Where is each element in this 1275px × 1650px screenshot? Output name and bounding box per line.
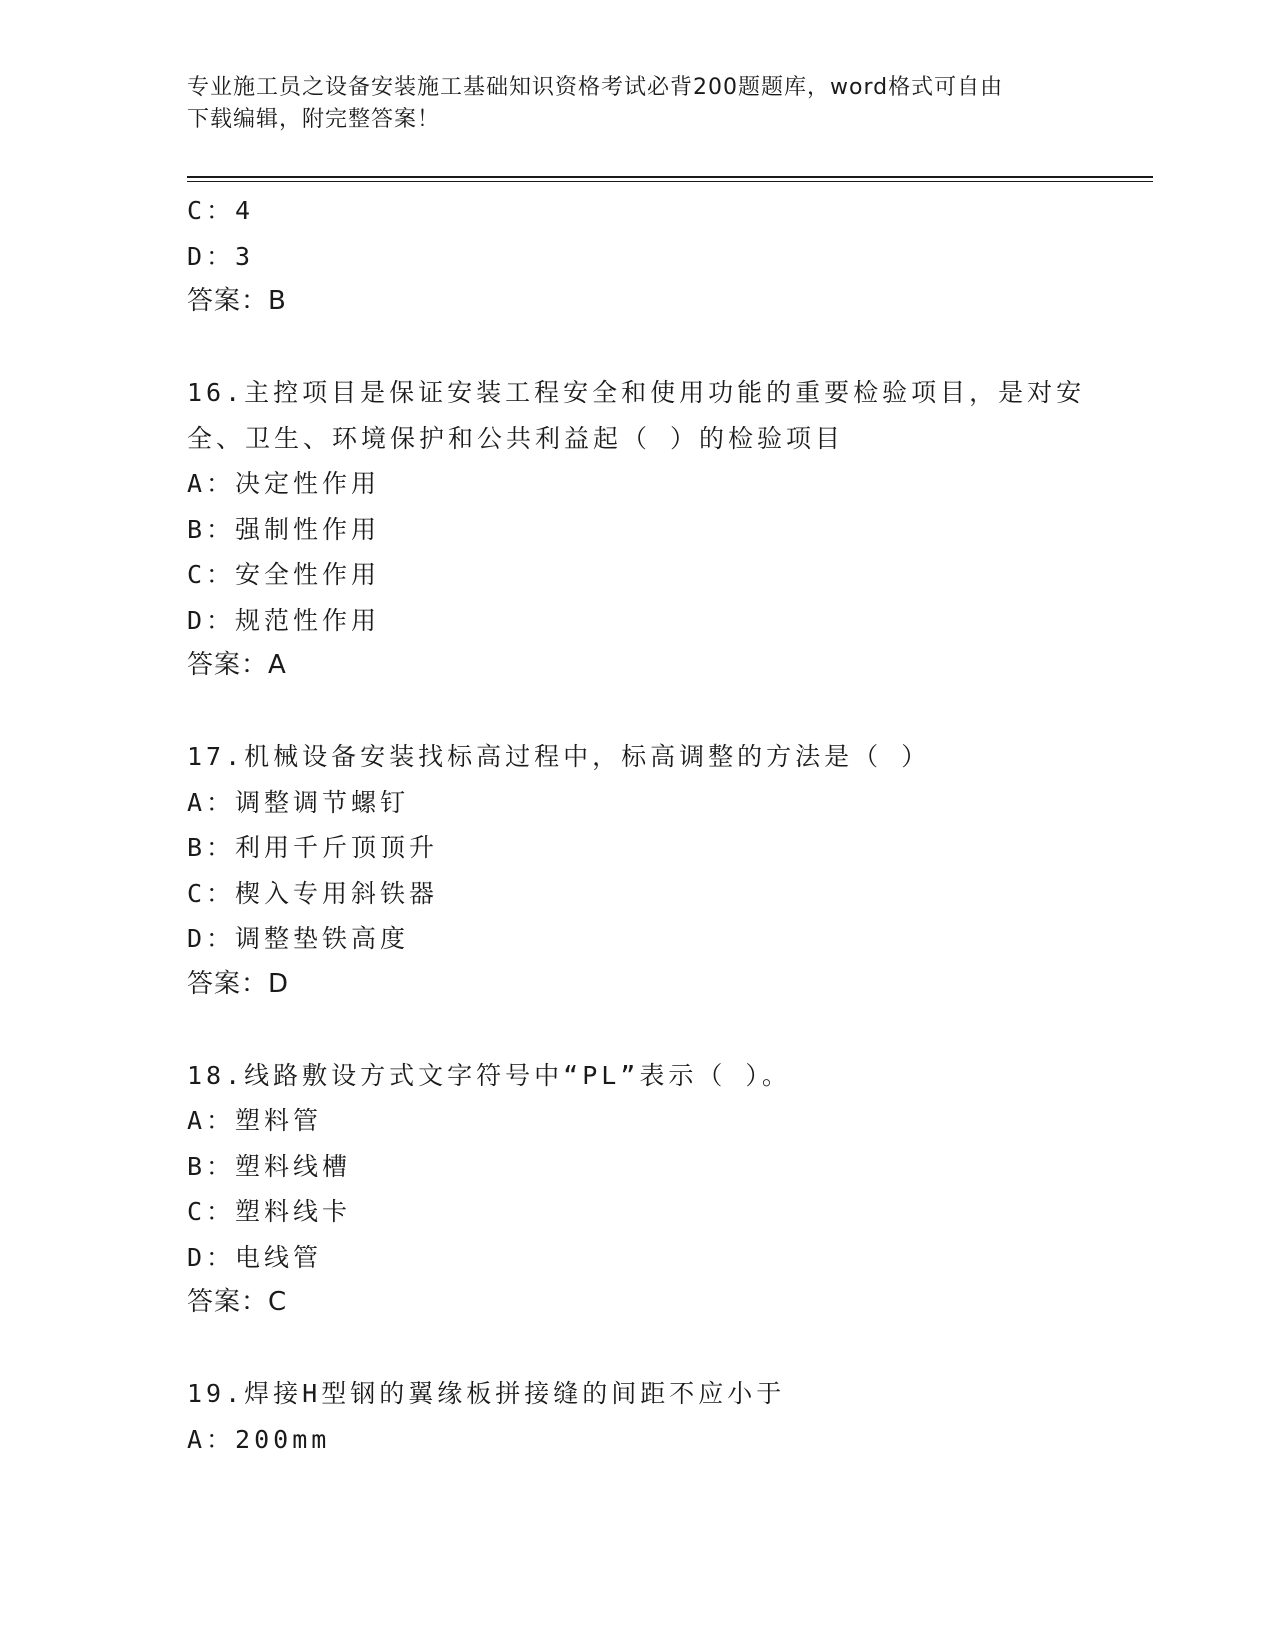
spacer: [187, 1326, 1087, 1372]
question-text-line-2: 全、卫生、环境保护和公共利益起（ ）的检验项目: [187, 423, 845, 453]
option-c: C：4: [187, 196, 255, 225]
header-divider-thin: [187, 181, 1153, 182]
question-block-16: [187, 370, 1087, 689]
option-c: C：安全性作用: [187, 560, 381, 589]
question-list: [187, 188, 1087, 1462]
option-d: D：调整垫铁高度: [187, 924, 410, 953]
answer-line: 答案：A: [187, 650, 287, 680]
option-b: B：利用千斤顶顶升: [187, 833, 439, 862]
question-text-line-1: 16.主控项目是保证安装工程安全和使用功能的重要检验项目，是对安: [187, 378, 1086, 407]
spacer: [187, 325, 1087, 371]
header-title-line-1: 专业施工员之设备安装施工基础知识资格考试必背200题题库，word格式可自由: [187, 75, 1004, 100]
header-divider-thick: [187, 176, 1153, 178]
question-text-line-1: 17.机械设备安装找标高过程中，标高调整的方法是（ ）: [187, 742, 931, 771]
question-text-line-1: 18.线路敷设方式文字符号中“PL”表示（ ）。: [187, 1060, 791, 1090]
option-b: B：塑料线槽: [187, 1151, 352, 1181]
spacer: [187, 1007, 1087, 1053]
document-header: [187, 72, 1087, 136]
option-d: D：电线管: [187, 1242, 323, 1272]
option-a: A：调整调节螺钉: [187, 787, 410, 817]
option-c: C：塑料线卡: [187, 1197, 352, 1226]
question-text-line-1: 19.焊接H型钢的翼缘板拼接缝的间距不应小于: [187, 1379, 786, 1408]
spacer: [187, 689, 1087, 735]
option-b: B：强制性作用: [187, 514, 381, 544]
question-block-17: [187, 734, 1087, 1007]
answer-line: 答案：D: [187, 968, 290, 999]
option-a: A：塑料管: [187, 1106, 323, 1135]
header-title-line-2: 下载编辑，附完整答案！: [187, 107, 441, 132]
question-block-19: [187, 1371, 1087, 1462]
option-a: A：决定性作用: [187, 469, 381, 498]
option-a: A：200mm: [187, 1424, 331, 1454]
option-d: D：规范性作用: [187, 605, 381, 635]
answer-line: 答案：B: [187, 286, 287, 316]
answer-line: 答案：C: [187, 1287, 288, 1317]
question-block-15: [187, 188, 1087, 325]
question-block-18: [187, 1053, 1087, 1326]
option-c: C：楔入专用斜铁器: [187, 878, 439, 908]
option-d: D：3: [187, 241, 255, 271]
